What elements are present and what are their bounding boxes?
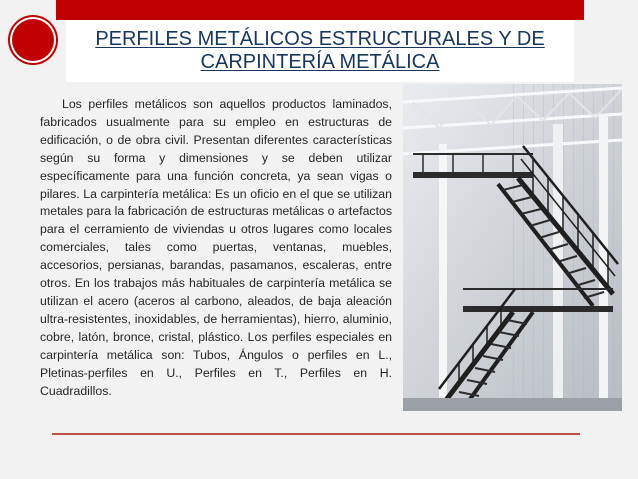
bottom-divider	[52, 433, 580, 435]
body-paragraph: Los perfiles metálicos son aquellos productos laminados, fabricados usualmente para su empleo en estructuras de edificación, o de obra civil. Presentan diferentes características según su forma y dimensiones y se deben utilizar específicamente para una función concreta, ya sean vigas o pilares. La carpintería metálica: Es un oficio en el que se utilizan metales para la fabricación de estructuras metálicas o artefactos para el cerramiento de viviendas u otros lugares como locales comerciales, tales como puertas, ventanas, muebles, accesorios, persianas, barandas, pasamanos, escaleras, entre otros. En los trabajos más habituales de carpintería metálica se utilizan el acero (aceros al carbono, aleados, de baja aleación ultra-resistentes, inoxidables, de herramientas), hierro, aluminio, cobre, latón, bronce, cristal, plástico. Los perfiles especiales en carpintería metálica son: Tubos, Ángulos o perfiles en L., Pletinas-perfiles en U., Perfiles en T., Perfiles en H. Cuadradillos.	[40, 97, 392, 398]
metal-staircase-photo	[403, 84, 622, 411]
title-box	[66, 20, 574, 82]
red-circle-icon	[12, 19, 54, 61]
slide-title: PERFILES METÁLICOS ESTRUCTURALES Y DE CARPINTERÍA METÁLICA	[95, 28, 545, 73]
top-red-band	[56, 0, 584, 20]
